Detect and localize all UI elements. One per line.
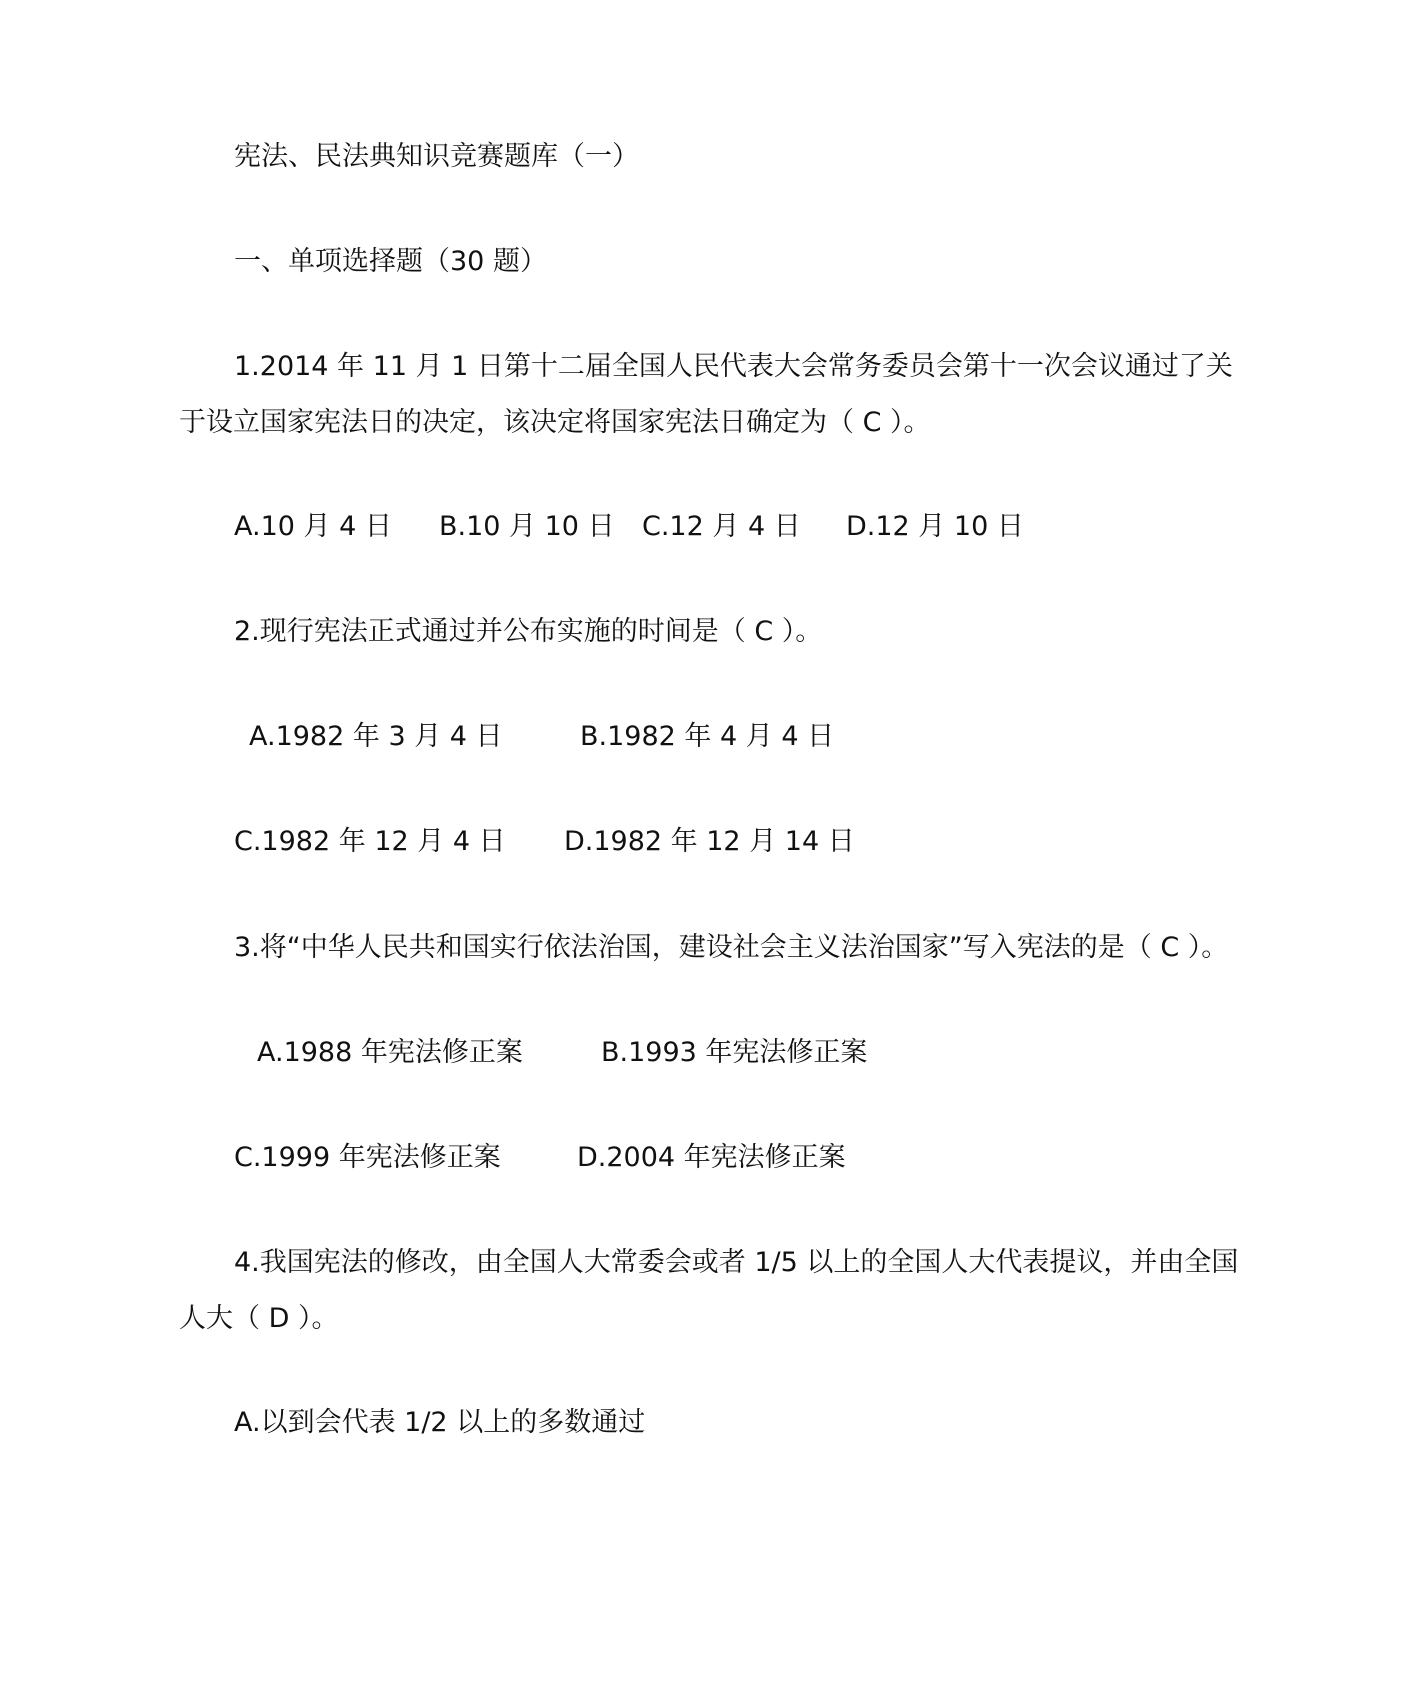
document-title: 宪法、民法典知识竞赛题库（一）: [234, 141, 639, 172]
question-4-text: 4.我国宪法的修改，由全国人大常委会或者 1/5 以上的全国人大代表提议，并由全国: [234, 1247, 1239, 1278]
question-1-option-a: A.10 月 4 日: [234, 511, 392, 542]
section-heading: 一、单项选择题（30 题）: [234, 246, 547, 277]
question-1-option-d: D.12 月 10 日: [846, 511, 1024, 542]
question-2-text: 2.现行宪法正式通过并公布实施的时间是（ C ）。: [234, 616, 823, 647]
question-3-option-b: B.1993 年宪法修正案: [601, 1037, 868, 1068]
question-2-option-b: B.1982 年 4 月 4 日: [580, 721, 835, 752]
question-4-text-cont: 人大（ D ）。: [179, 1303, 339, 1334]
question-3-option-c: C.1999 年宪法修正案: [234, 1142, 501, 1173]
question-2-option-a: A.1982 年 3 月 4 日: [249, 721, 503, 752]
question-3-option-d: D.2004 年宪法修正案: [577, 1142, 846, 1173]
question-1-text-cont: 于设立国家宪法日的决定，该决定将国家宪法日确定为（ C ）。: [179, 407, 931, 438]
question-1-text: 1.2014 年 11 月 1 日第十二届全国人民代表大会常务委员会第十一次会议通过了关: [234, 351, 1233, 382]
question-2-option-d: D.1982 年 12 月 14 日: [564, 826, 855, 857]
question-1-option-c: C.12 月 4 日: [642, 511, 801, 542]
question-1-option-b: B.10 月 10 日: [439, 511, 615, 542]
question-2-option-c: C.1982 年 12 月 4 日: [234, 826, 506, 857]
question-3-option-a: A.1988 年宪法修正案: [257, 1037, 523, 1068]
question-4-option-a: A.以到会代表 1/2 以上的多数通过: [234, 1407, 646, 1438]
question-3-text: 3.将“中华人民共和国实行依法治国，建设社会主义法治国家”写入宪法的是（ C ）。: [234, 932, 1229, 963]
